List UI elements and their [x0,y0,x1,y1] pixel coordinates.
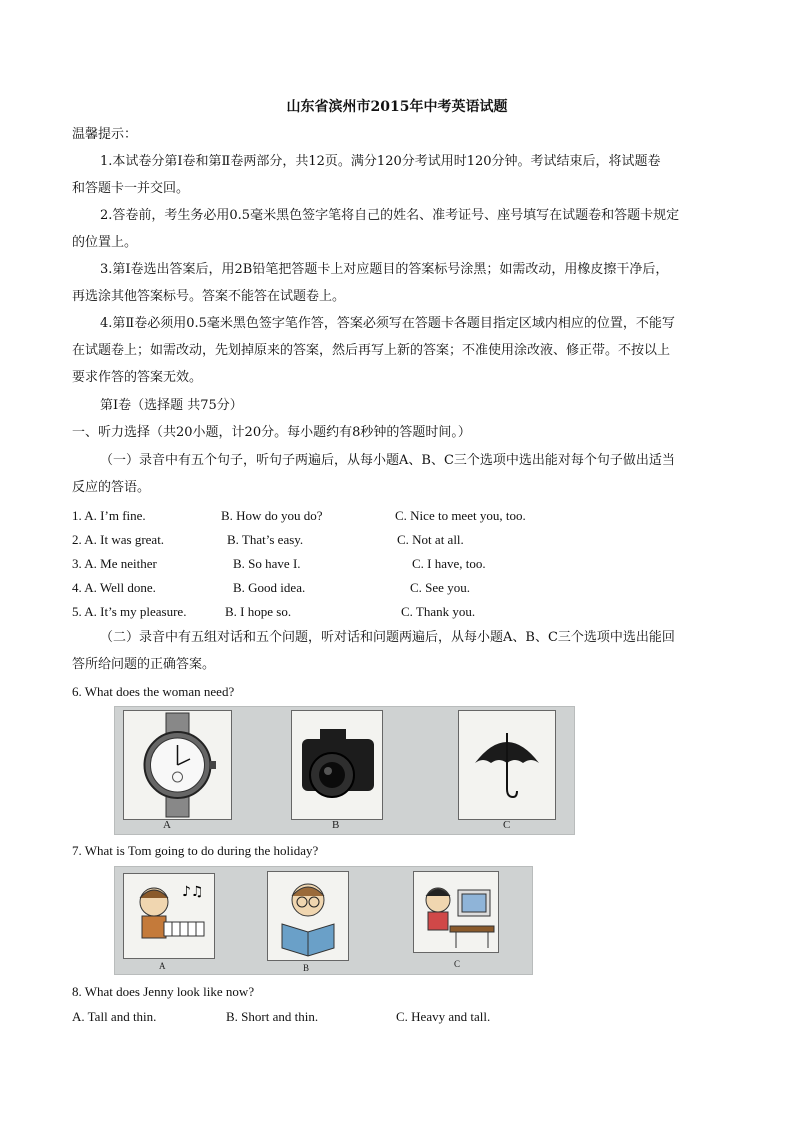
question-5 [72,603,732,621]
q1-option-b: B. How do you do? [221,508,323,523]
tip-3-line-2: 再选涂其他答案标号。答案不能答在试题卷上。 [72,289,346,304]
q4-option-a: 4. A. Well done. [72,580,156,595]
q6-label-c: C [503,819,511,831]
watch-icon [124,711,231,819]
q1-option-a: 1. A. I’m fine. [72,508,146,523]
q1-option-c: C. Nice to meet you, too. [395,508,526,523]
part-1-heading: 第Ⅰ卷（选择题 共75分） [100,398,243,413]
page-title: 山东省滨州市2015年中考英语试题 [286,99,508,115]
question-2 [72,531,732,549]
q3-option-c: C. I have, too. [412,556,486,571]
q2-option-c: C. Not at all. [397,532,464,547]
question-8-text: 8. What does Jenny look like now? [72,984,255,999]
q5-option-c: C. Thank you. [401,604,476,619]
question-1 [72,507,732,525]
tip-1-line-1: 1.本试卷分第Ⅰ卷和第Ⅱ卷两部分，共12页。满分120分考试用时120分钟。考试结束后，将试题卷 [100,154,661,169]
tip-2-line-2: 的位置上。 [72,235,138,250]
q4-option-c: C. See you. [410,580,470,595]
question-3 [72,555,732,573]
q5-option-a: 5. A. It’s my pleasure. [72,604,187,619]
section-1-heading: 一、听力选择（共20小题，计20分。每小题约有8秒钟的答题时间。） [72,425,471,440]
q6-label-b: B [332,819,340,831]
q6-label-a: A [163,819,171,831]
reading-book-icon [268,872,348,960]
q2-option-b: B. That’s easy. [227,532,304,547]
q7-option-c-card [413,871,499,953]
subsection-2-line-2: 答所给问题的正确答案。 [72,657,216,672]
q8-option-a: A. Tall and thin. [72,1009,157,1024]
q6-option-b-card [291,710,383,820]
tip-4-line-2: 在试题卷上；如需改动，先划掉原来的答案，然后再写上新的答案；不准使用涂改液、修正带。不按以上 [72,343,671,358]
piano-icon [124,874,214,958]
tip-1-line-2: 和答题卡一并交回。 [72,181,190,196]
tip-4-line-3: 要求作答的答案无效。 [72,370,203,385]
q7-picture-strip [114,866,533,975]
q6-option-a-card [123,710,232,820]
tip-3-line-1: 3.第Ⅰ卷选出答案后，用2B铅笔把答题卡上对应题目的答案标号涂黑；如需改动，用橡皮擦干净后， [100,262,669,277]
q6-option-c-card [458,710,556,820]
tip-4-line-1: 4.第Ⅱ卷必须用0.5毫米黑色签字笔作答，答案必须写在答题卡各题目指定区域内相应的位置，不能写 [100,316,675,331]
q7-label-b: B [303,963,310,973]
q3-option-a: 3. A. Me neither [72,556,157,571]
q7-option-a-card [123,873,215,959]
tip-2-line-1: 2.答卷前，考生务必用0.5毫米黑色签字笔将自己的姓名、准考证号、座号填写在试题卷和答题卡规定 [100,208,680,223]
subsection-1-line-1: （一）录音中有五个句子，听句子两遍后，从每小题A、B、C三个选项中选出能对每个句子做出适当 [100,453,675,468]
question-7-text: 7. What is Tom going to do during the holiday? [72,843,319,858]
subsection-1-line-2: 反应的答语。 [72,480,151,495]
q6-picture-strip [114,706,575,835]
q7-option-b-card [267,871,349,961]
q8-option-c: C. Heavy and tall. [396,1009,491,1024]
q4-option-b: B. Good idea. [233,580,306,595]
question-8 [72,1008,732,1026]
umbrella-icon [459,711,555,819]
q2-option-a: 2. A. It was great. [72,532,165,547]
camera-icon [292,711,382,819]
q8-option-b: B. Short and thin. [226,1009,319,1024]
svg-text:♪♫: ♪♫ [182,884,204,900]
q5-option-b: B. I hope so. [225,604,292,619]
question-4 [72,579,732,597]
computer-icon [414,872,498,952]
question-6-text: 6. What does the woman need? [72,684,235,699]
subsection-2-line-1: （二）录音中有五组对话和五个问题，听对话和问题两遍后，从每小题A、B、C三个选项中选出能回 [100,630,675,645]
tips-heading: 温馨提示： [72,127,138,142]
q7-label-a: A [159,961,166,971]
q7-label-c: C [454,959,461,969]
q3-option-b: B. So have I. [233,556,301,571]
